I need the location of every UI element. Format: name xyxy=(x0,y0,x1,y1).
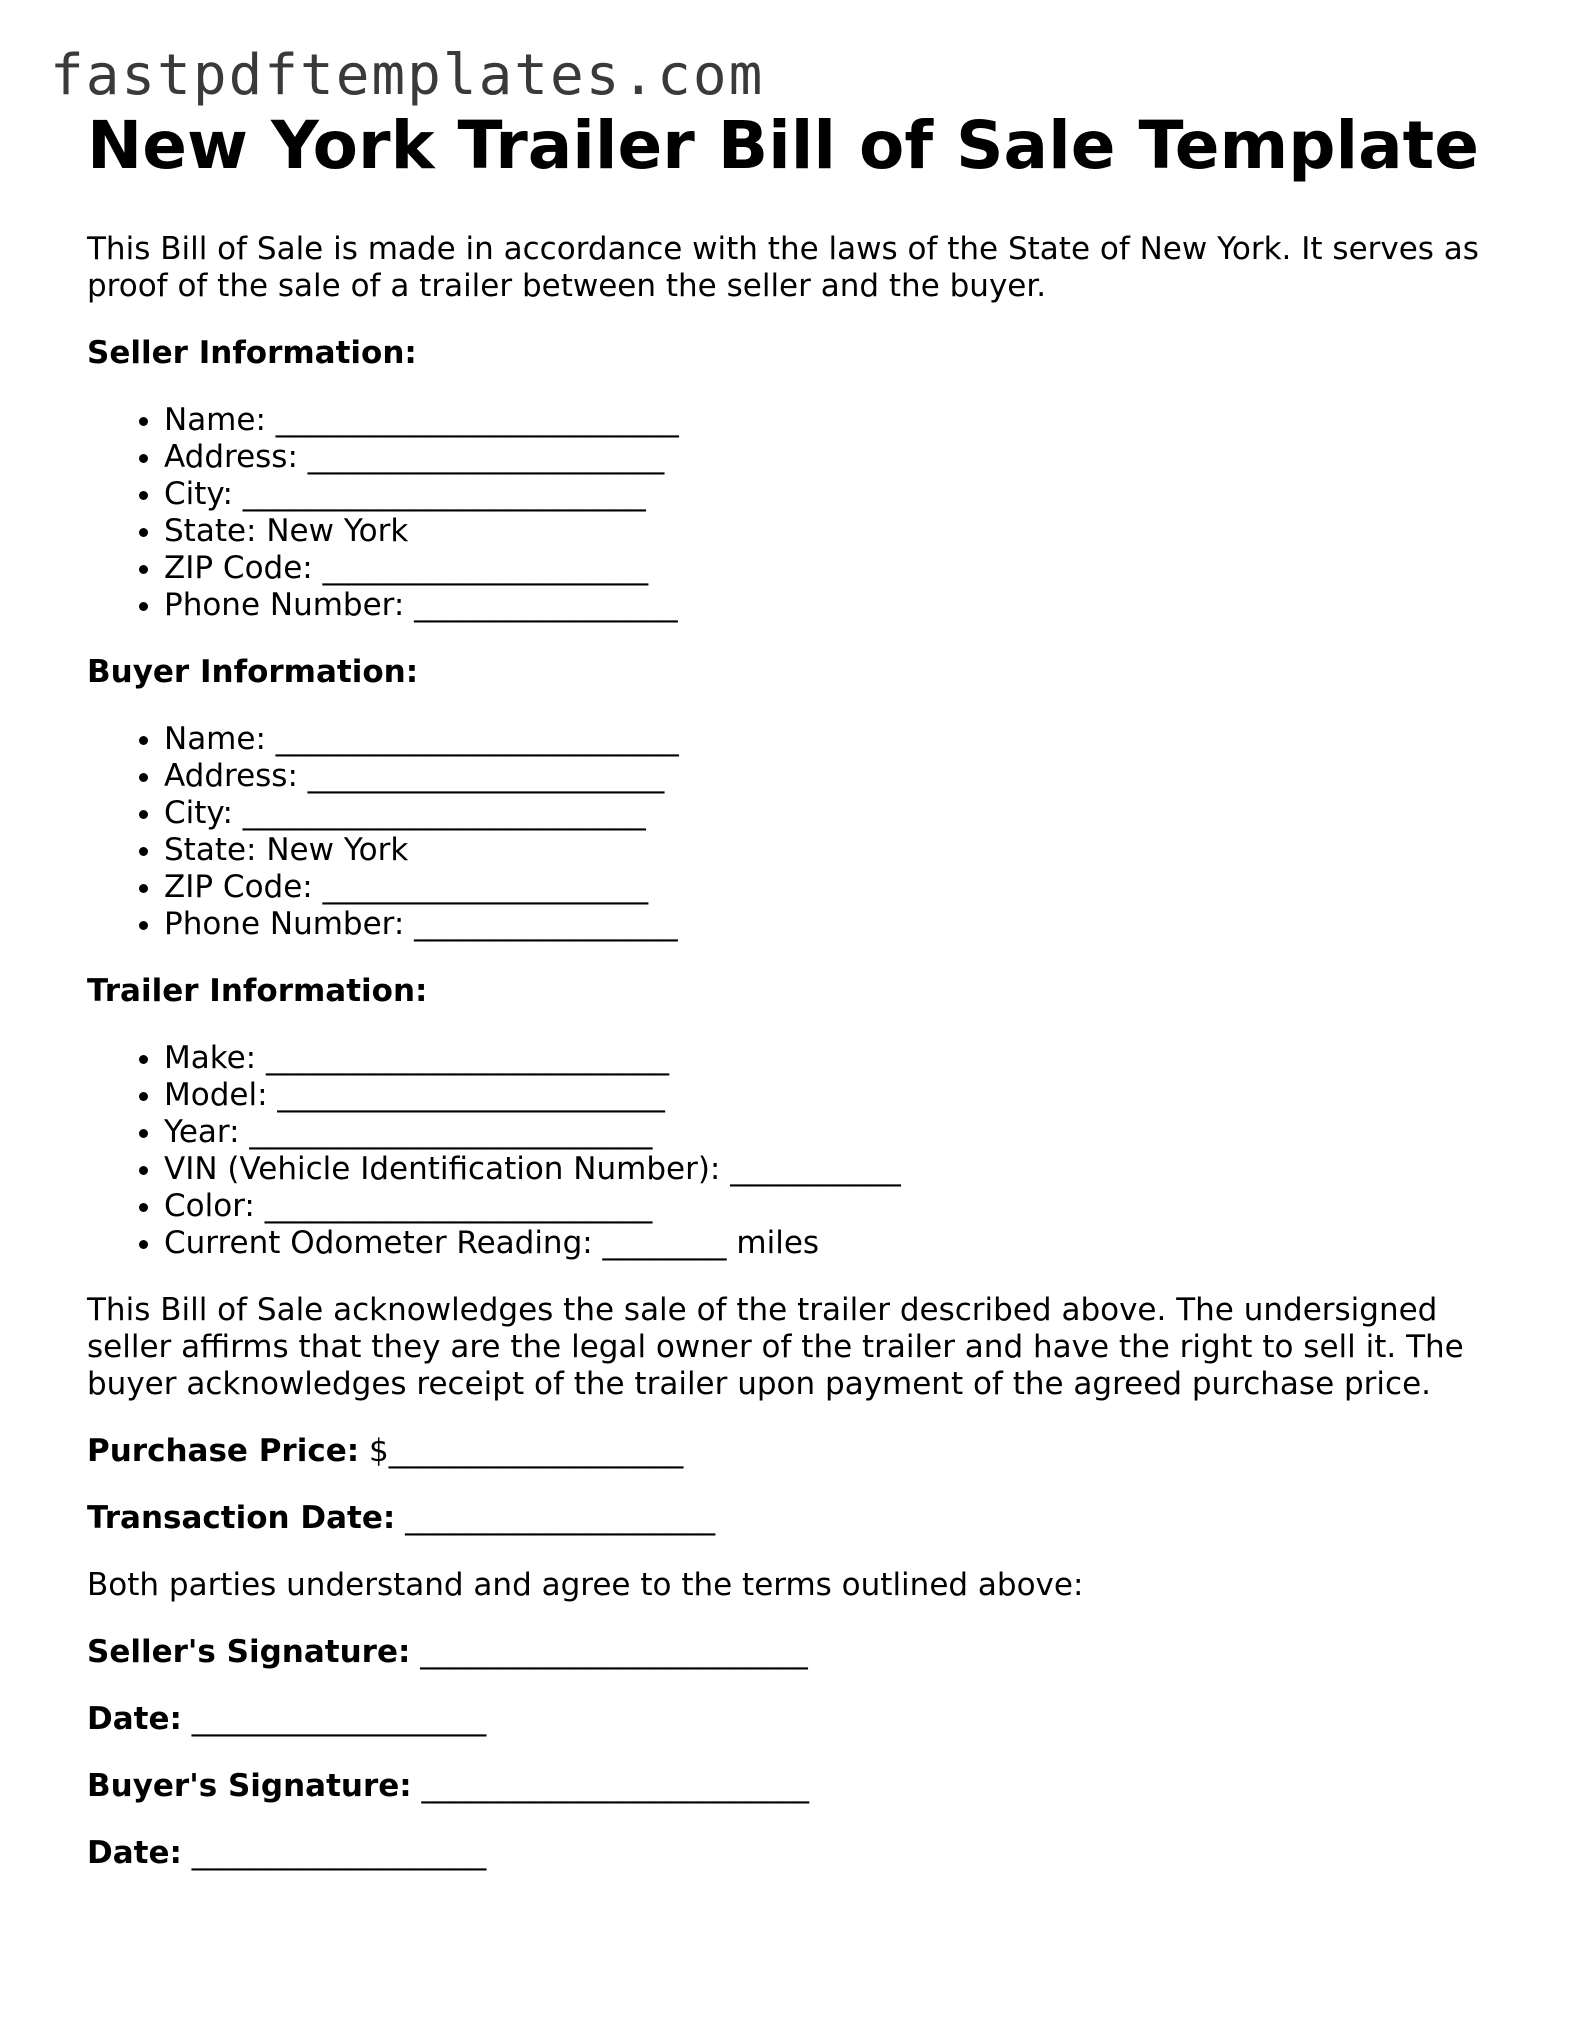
seller-address-field[interactable]: • Address: _______________________ xyxy=(164,439,1507,476)
seller-date-blank[interactable]: ___________________ xyxy=(191,1700,487,1737)
transaction-date-row[interactable] xyxy=(87,1500,1507,1537)
buyer-date-blank[interactable]: ___________________ xyxy=(191,1834,487,1871)
page-title: New York Trailer Bill of Sale Template xyxy=(87,107,1479,184)
buyer-signature-label: Buyer's Signature: xyxy=(87,1767,412,1804)
buyer-zip-field[interactable]: • ZIP Code: _____________________ xyxy=(164,869,1507,906)
seller-heading: Seller Information: xyxy=(87,334,417,371)
buyer-signature-blank[interactable]: _________________________ xyxy=(421,1767,810,1804)
buyer-heading: Buyer Information: xyxy=(87,653,419,690)
trailer-odometer-field[interactable]: • Current Odometer Reading: ________ miles xyxy=(164,1225,1507,1262)
trailer-heading: Trailer Information: xyxy=(87,972,428,1009)
trailer-make-field[interactable]: • Make: __________________________ xyxy=(164,1040,1507,1077)
seller-date-label: Date: xyxy=(87,1700,182,1737)
seller-state-field: • State: New York xyxy=(164,513,1507,550)
trailer-model-field[interactable]: • Model: _________________________ xyxy=(164,1077,1507,1114)
agreement-paragraph: Both parties understand and agree to the terms outlined above: xyxy=(87,1566,1084,1603)
watermark: fastpdftemplates.com xyxy=(50,43,765,108)
buyer-date-row[interactable] xyxy=(87,1835,1507,1872)
trailer-year-field[interactable]: • Year: __________________________ xyxy=(164,1114,1507,1151)
buyer-name-field[interactable]: • Name: __________________________ xyxy=(164,721,1507,758)
seller-signature-row[interactable] xyxy=(87,1634,1507,1671)
seller-city-field[interactable]: • City: __________________________ xyxy=(164,476,1507,513)
transaction-date-label: Transaction Date: xyxy=(87,1499,396,1536)
buyer-list xyxy=(87,721,1507,943)
purchase-price-row[interactable] xyxy=(87,1433,1507,1470)
buyer-signature-row[interactable] xyxy=(87,1768,1507,1805)
intro-paragraph: This Bill of Sale is made in accordance with the laws of the State of New York. It serves as proof of the sale of a trailer between the seller and the buyer. xyxy=(87,230,1479,304)
document-page xyxy=(87,107,1507,1872)
buyer-city-field[interactable]: • City: __________________________ xyxy=(164,795,1507,832)
seller-zip-field[interactable]: • ZIP Code: _____________________ xyxy=(164,550,1507,587)
trailer-color-field[interactable]: • Color: _________________________ xyxy=(164,1188,1507,1225)
seller-signature-blank[interactable]: _________________________ xyxy=(420,1633,808,1670)
buyer-address-field[interactable]: • Address: _______________________ xyxy=(164,758,1507,795)
trailer-list xyxy=(87,1040,1507,1262)
purchase-price-blank[interactable]: $___________________ xyxy=(369,1432,684,1469)
seller-name-field[interactable]: • Name: __________________________ xyxy=(164,402,1507,439)
buyer-phone-field[interactable]: • Phone Number: _________________ xyxy=(164,906,1507,943)
transaction-date-blank[interactable]: ____________________ xyxy=(405,1499,716,1536)
seller-signature-label: Seller's Signature: xyxy=(87,1633,411,1670)
purchase-price-label: Purchase Price: xyxy=(87,1432,360,1469)
seller-date-row[interactable] xyxy=(87,1701,1507,1738)
acknowledgement-paragraph: This Bill of Sale acknowledges the sale of the trailer described above. The undersigned seller affirms that they are the legal owner of the trailer and have the right to sell it. The buyer acknowledges receipt of the trailer upon payment of the agreed purchase price. xyxy=(87,1291,1464,1402)
buyer-state-field: • State: New York xyxy=(164,832,1507,869)
trailer-vin-field[interactable]: • VIN (Vehicle Identification Number): ___________ xyxy=(164,1151,1507,1188)
buyer-date-label: Date: xyxy=(87,1834,182,1871)
seller-phone-field[interactable]: • Phone Number: _________________ xyxy=(164,587,1507,624)
seller-list xyxy=(87,402,1507,624)
